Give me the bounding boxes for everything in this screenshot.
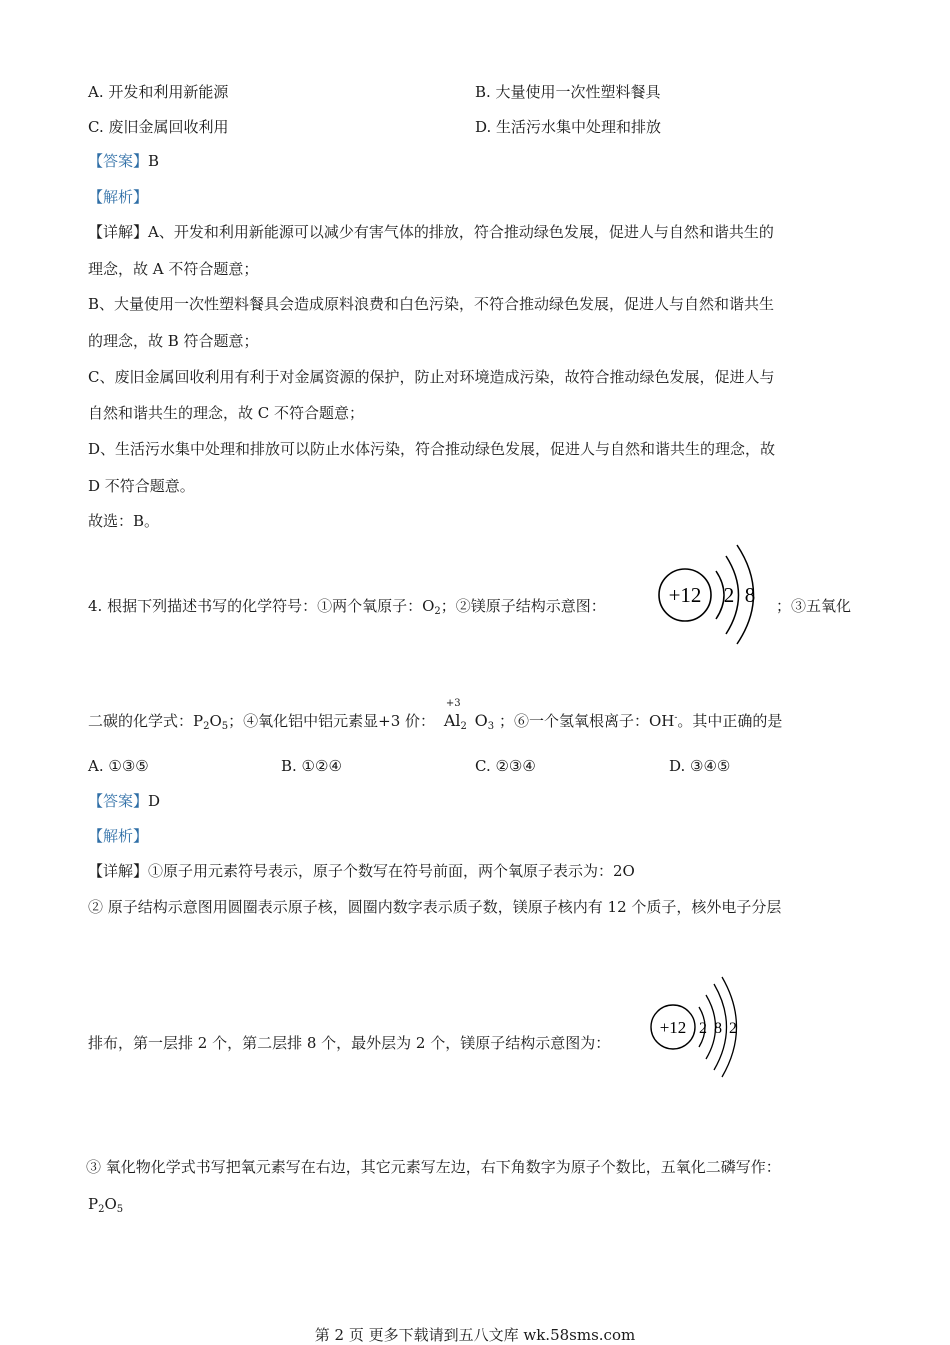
q3-detail-line: C、废旧金属回收利用有利于对金属资源的保护，防止对环境造成污染，故符合推动绿色发展，促进人与 [88,368,775,386]
q4-detail-line: 【详解】①原子用元素符号表示，原子个数写在符号前面，两个氧原子表示为：2O [88,862,635,880]
q3-detail-line: 自然和谐共生的理念，故 C 不符合题意； [88,404,365,422]
q4-analysis-label: 【解析】 [88,827,149,845]
q3-analysis-label: 【解析】 [88,188,149,206]
q4-detail-line: ③ 氧化物化学式书写把氧元素写在右边，其它元素写左边，右下角数字为原子个数比，五氧化二磷写作： [86,1158,781,1176]
shell-electrons: 2 [723,583,735,607]
q3-detail-line: D、生活污水集中处理和排放可以防止水体污染，符合推动绿色发展，促进人与自然和谐共生的理念，故 [88,440,776,458]
q3-detail-line: B、大量使用一次性塑料餐具会造成原料浪费和白色污染，不符合推动绿色发展，促进人与自然和谐共生 [88,295,775,313]
shell-electrons: 8 [714,1020,722,1037]
q4-option-d: D. ③④⑤ [669,757,731,775]
q4-detail-line: 排布，第一层排 2 个，第二层排 8 个，最外层为 2 个，镁原子结构示意图为： [88,1034,611,1052]
valence-mark: +3 [445,698,461,709]
q4-stem-line2: 二碳的化学式：$P_2O_5$；④氧化铝中铝元素显+3 价： +3 $Al_2$ $O_3$ ；⑥一个氢氧根离子：OH-。其中正确的是 [88,708,782,737]
q4-option-b: B. ①②④ [281,757,342,775]
mg-atom-diagram-2 [648,976,748,1080]
q3-detail-line: 【详解】A、开发和利用新能源可以减少有害气体的排放，符合推动绿色发展，促进人与自然和谐共生的 [88,223,774,241]
shell-electrons: 2 [699,1020,707,1037]
q3-option-a: A. 开发和利用新能源 [88,83,229,101]
nucleus-label: +12 [659,1018,687,1037]
q3-option-d: D. 生活污水集中处理和排放 [475,118,662,136]
shell-electrons: 8 [744,583,756,607]
q3-answer: 【答案】B [88,152,160,170]
q4-stem-line1: 4. 根据下列描述书写的化学符号：①两个氧原子：$O_2$；②镁原子结构示意图： [88,597,606,617]
q3-detail-line: 理念，故 A 不符合题意； [88,260,259,278]
q3-detail-line: D 不符合题意。 [88,477,195,495]
q3-detail-line: 的理念，故 B 符合题意； [88,332,259,350]
q3-option-b: B. 大量使用一次性塑料餐具 [475,83,661,101]
q3-detail-line: 故选：B。 [88,512,160,530]
al2o3-valence-formula: +3 $Al_2$ $O_3$ [444,711,494,737]
page-footer: 第 2 页 更多下载请到五八文库 wk.58sms.com [314,1326,636,1344]
q4-option-a: A. ①③⑤ [88,757,149,775]
shell-electrons: 2 [729,1020,737,1037]
q4-detail-line: ② 原子结构示意图用圆圈表示原子核，圆圈内数字表示质子数，镁原子核内有 12 个质子，核外电子分层 [88,898,782,916]
q4-option-c: C. ②③④ [475,757,536,775]
q4-detail-formula: $P_2O_5$ [88,1195,124,1215]
mg-atom-diagram-1 [656,540,766,648]
q4-answer: 【答案】D [88,792,161,810]
q3-option-c: C. 废旧金属回收利用 [88,118,229,136]
q4-stem-line1-end: ；③五氧化 [776,597,852,615]
nucleus-label: +12 [668,583,702,607]
